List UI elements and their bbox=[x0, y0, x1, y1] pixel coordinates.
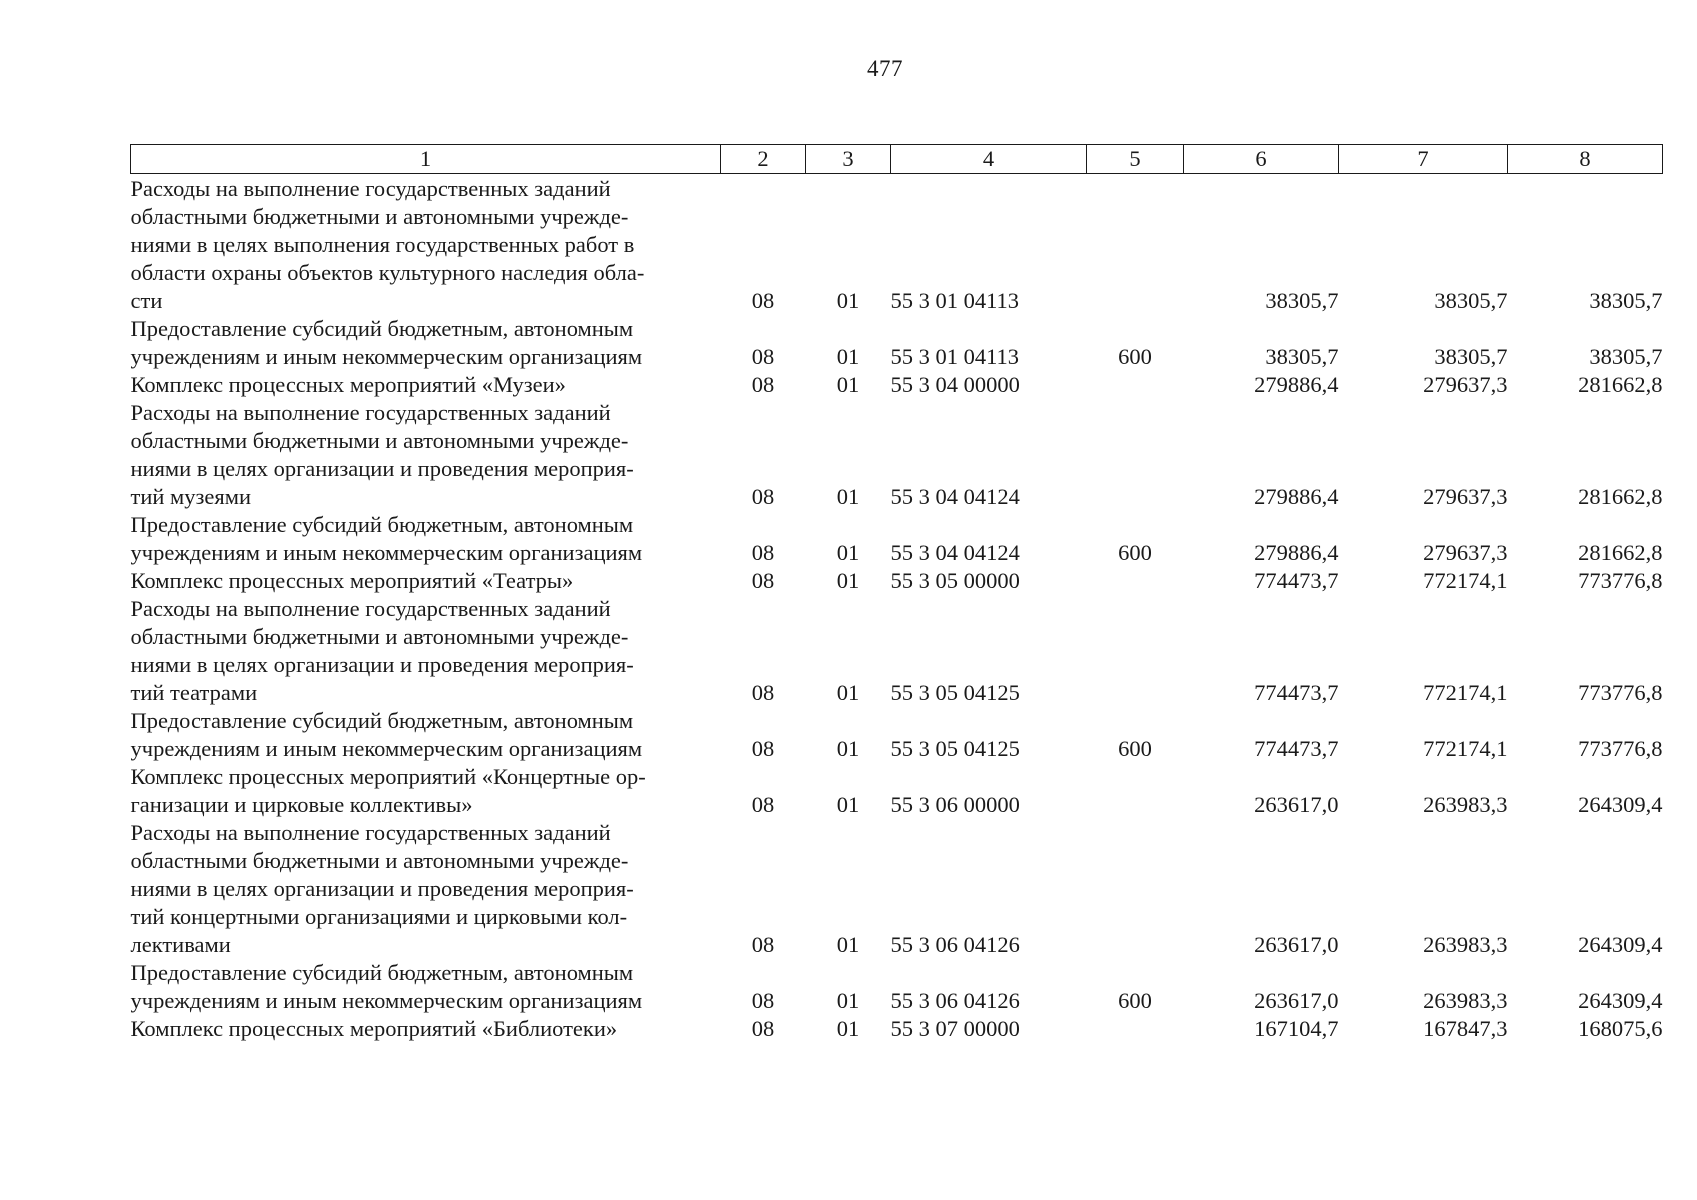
description-line: ниями в целях организации и проведения мероприя- bbox=[130, 876, 634, 901]
header-cell-7: 7 bbox=[1339, 145, 1508, 174]
row-value-year3: 773776,8 bbox=[1578, 680, 1663, 705]
row-section: 08 bbox=[751, 792, 775, 817]
description-line: областными бюджетными и автономными учрежде- bbox=[130, 624, 629, 649]
description-line: учреждениям и иным некоммерческим организациям bbox=[130, 344, 643, 369]
row-value-year1: 279886,4 bbox=[1254, 540, 1339, 565]
description-line: сти bbox=[130, 288, 163, 313]
row-section: 08 bbox=[751, 484, 775, 509]
row-value-year1: 774473,7 bbox=[1254, 736, 1339, 761]
row-section: 08 bbox=[751, 932, 775, 957]
row-value-year3: 773776,8 bbox=[1578, 736, 1663, 761]
row-value-year2: 167847,3 bbox=[1423, 1016, 1508, 1041]
row-value-year3: 38305,7 bbox=[1589, 288, 1663, 313]
description-line: учреждениям и иным некоммерческим организациям bbox=[130, 988, 643, 1013]
header-cell-2: 2 bbox=[721, 145, 806, 174]
row-value-year3: 264309,4 bbox=[1578, 792, 1663, 817]
description-line: Предоставление субсидий бюджетным, автономным bbox=[130, 316, 634, 341]
row-value-year3: 281662,8 bbox=[1578, 540, 1663, 565]
row-value-year3: 168075,6 bbox=[1578, 1016, 1663, 1041]
row-expense-type: 600 bbox=[1118, 344, 1152, 369]
table-row bbox=[131, 763, 1663, 819]
row-target-code: 55 3 05 04125 bbox=[890, 680, 1020, 705]
row-value-year2: 279637,3 bbox=[1423, 540, 1508, 565]
row-description bbox=[131, 595, 721, 707]
description-line: Расходы на выполнение государственных заданий bbox=[130, 596, 611, 621]
row-value-year2: 772174,1 bbox=[1423, 568, 1508, 593]
table-row bbox=[131, 595, 1663, 707]
description-line: ниями в целях организации и проведения мероприя- bbox=[130, 456, 634, 481]
row-section: 08 bbox=[751, 1016, 775, 1041]
row-value-year3: 38305,7 bbox=[1589, 344, 1663, 369]
row-description bbox=[131, 399, 721, 511]
description-line: Расходы на выполнение государственных заданий bbox=[130, 400, 611, 425]
header-row bbox=[131, 145, 1663, 174]
row-expense-type bbox=[1087, 567, 1184, 595]
header-cell-6: 6 bbox=[1184, 145, 1339, 174]
page-number: 477 bbox=[867, 56, 903, 81]
row-value-year1: 263617,0 bbox=[1254, 792, 1339, 817]
row-description bbox=[131, 174, 721, 316]
row-subsection: 01 bbox=[836, 680, 860, 705]
description-line: Комплекс процессных мероприятий «Концертные ор- bbox=[130, 764, 646, 789]
description-line: тий музеями bbox=[130, 484, 252, 509]
row-description bbox=[131, 567, 721, 595]
description-line: Комплекс процессных мероприятий «Музеи» bbox=[130, 372, 566, 397]
description-line: Предоставление субсидий бюджетным, автономным bbox=[130, 512, 634, 537]
row-subsection: 01 bbox=[836, 372, 860, 397]
description-line: областными бюджетными и автономными учрежде- bbox=[130, 204, 629, 229]
description-line: области охраны объектов культурного наследия обла- bbox=[130, 260, 645, 285]
row-value-year1: 263617,0 bbox=[1254, 932, 1339, 957]
description-line: учреждениям и иным некоммерческим организациям bbox=[130, 736, 643, 761]
table-row bbox=[131, 1015, 1663, 1043]
description-line: Расходы на выполнение государственных заданий bbox=[130, 176, 611, 201]
row-target-code: 55 3 04 04124 bbox=[890, 540, 1020, 565]
row-value-year1: 774473,7 bbox=[1254, 568, 1339, 593]
row-value-year1: 38305,7 bbox=[1265, 288, 1339, 313]
row-value-year1: 167104,7 bbox=[1254, 1016, 1339, 1041]
row-subsection: 01 bbox=[836, 736, 860, 761]
row-subsection: 01 bbox=[836, 988, 860, 1013]
row-section: 08 bbox=[751, 344, 775, 369]
row-expense-type: 600 bbox=[1118, 540, 1152, 565]
row-value-year3: 281662,8 bbox=[1578, 372, 1663, 397]
row-description bbox=[131, 1015, 721, 1043]
row-subsection: 01 bbox=[836, 344, 860, 369]
row-target-code: 55 3 05 04125 bbox=[890, 736, 1020, 761]
table-row bbox=[131, 174, 1663, 316]
description-line: Предоставление субсидий бюджетным, автономным bbox=[130, 708, 634, 733]
row-section: 08 bbox=[751, 288, 775, 313]
table-row bbox=[131, 399, 1663, 511]
row-value-year2: 772174,1 bbox=[1423, 736, 1508, 761]
row-value-year2: 772174,1 bbox=[1423, 680, 1508, 705]
row-description bbox=[131, 511, 721, 567]
description-line: Расходы на выполнение государственных заданий bbox=[130, 820, 611, 845]
row-value-year2: 38305,7 bbox=[1434, 288, 1508, 313]
row-subsection: 01 bbox=[836, 568, 860, 593]
table-row bbox=[131, 511, 1663, 567]
row-value-year2: 38305,7 bbox=[1434, 344, 1508, 369]
row-subsection: 01 bbox=[836, 932, 860, 957]
row-value-year1: 263617,0 bbox=[1254, 988, 1339, 1013]
row-value-year1: 279886,4 bbox=[1254, 372, 1339, 397]
row-section: 08 bbox=[751, 736, 775, 761]
description-line: тий театрами bbox=[130, 680, 258, 705]
row-value-year2: 263983,3 bbox=[1423, 932, 1508, 957]
row-value-year3: 264309,4 bbox=[1578, 932, 1663, 957]
row-description bbox=[131, 959, 721, 1015]
description-line: ниями в целях организации и проведения мероприя- bbox=[130, 652, 634, 677]
table-row bbox=[131, 371, 1663, 399]
row-target-code: 55 3 04 04124 bbox=[890, 484, 1020, 509]
budget-table bbox=[130, 144, 1663, 1043]
row-target-code: 55 3 05 00000 bbox=[890, 568, 1020, 593]
row-value-year2: 279637,3 bbox=[1423, 484, 1508, 509]
row-value-year1: 279886,4 bbox=[1254, 484, 1339, 509]
row-expense-type bbox=[1087, 819, 1184, 959]
row-target-code: 55 3 01 04113 bbox=[890, 288, 1020, 313]
row-description bbox=[131, 371, 721, 399]
row-value-year3: 773776,8 bbox=[1578, 568, 1663, 593]
row-subsection: 01 bbox=[836, 484, 860, 509]
row-expense-type bbox=[1087, 371, 1184, 399]
row-expense-type: 600 bbox=[1118, 988, 1152, 1013]
row-expense-type: 600 bbox=[1118, 736, 1152, 761]
row-value-year1: 774473,7 bbox=[1254, 680, 1339, 705]
description-line: лективами bbox=[130, 932, 231, 957]
row-value-year3: 281662,8 bbox=[1578, 484, 1663, 509]
description-line: областными бюджетными и автономными учрежде- bbox=[130, 428, 629, 453]
header-cell-8: 8 bbox=[1508, 145, 1663, 174]
row-expense-type bbox=[1087, 1015, 1184, 1043]
row-expense-type bbox=[1087, 174, 1184, 316]
row-subsection: 01 bbox=[836, 288, 860, 313]
row-description bbox=[131, 763, 721, 819]
description-line: областными бюджетными и автономными учрежде- bbox=[130, 848, 629, 873]
description-line: Комплекс процессных мероприятий «Театры» bbox=[130, 568, 574, 593]
table-row bbox=[131, 959, 1663, 1015]
description-line: ганизации и цирковые коллективы» bbox=[130, 792, 473, 817]
row-target-code: 55 3 07 00000 bbox=[890, 1016, 1020, 1041]
header-cell-3: 3 bbox=[806, 145, 891, 174]
table-row bbox=[131, 315, 1663, 371]
table-body bbox=[131, 174, 1663, 1044]
row-target-code: 55 3 06 00000 bbox=[890, 792, 1020, 817]
description-line: тий концертными организациями и цирковыми кол- bbox=[130, 904, 628, 929]
row-description bbox=[131, 707, 721, 763]
header-cell-1: 1 bbox=[131, 145, 721, 174]
row-value-year3: 264309,4 bbox=[1578, 988, 1663, 1013]
row-subsection: 01 bbox=[836, 1016, 860, 1041]
row-section: 08 bbox=[751, 988, 775, 1013]
row-expense-type bbox=[1087, 763, 1184, 819]
row-expense-type bbox=[1087, 399, 1184, 511]
row-section: 08 bbox=[751, 540, 775, 565]
table-row bbox=[131, 819, 1663, 959]
row-value-year2: 263983,3 bbox=[1423, 792, 1508, 817]
row-target-code: 55 3 04 00000 bbox=[890, 372, 1020, 397]
description-line: Комплекс процессных мероприятий «Библиотеки» bbox=[130, 1016, 618, 1041]
table-row bbox=[131, 567, 1663, 595]
row-value-year2: 279637,3 bbox=[1423, 372, 1508, 397]
row-section: 08 bbox=[751, 372, 775, 397]
description-line: ниями в целях выполнения государственных работ в bbox=[130, 232, 635, 257]
row-target-code: 55 3 06 04126 bbox=[890, 988, 1020, 1013]
description-line: Предоставление субсидий бюджетным, автономным bbox=[130, 960, 634, 985]
row-description bbox=[131, 819, 721, 959]
header-cell-4: 4 bbox=[891, 145, 1087, 174]
row-section: 08 bbox=[751, 680, 775, 705]
row-expense-type bbox=[1087, 595, 1184, 707]
row-value-year1: 38305,7 bbox=[1265, 344, 1339, 369]
row-subsection: 01 bbox=[836, 792, 860, 817]
header-cell-5: 5 bbox=[1087, 145, 1184, 174]
row-section: 08 bbox=[751, 568, 775, 593]
table-row bbox=[131, 707, 1663, 763]
description-line: учреждениям и иным некоммерческим организациям bbox=[130, 540, 643, 565]
row-description bbox=[131, 315, 721, 371]
row-target-code: 55 3 06 04126 bbox=[890, 932, 1020, 957]
row-value-year2: 263983,3 bbox=[1423, 988, 1508, 1013]
row-target-code: 55 3 01 04113 bbox=[890, 344, 1020, 369]
row-subsection: 01 bbox=[836, 540, 860, 565]
